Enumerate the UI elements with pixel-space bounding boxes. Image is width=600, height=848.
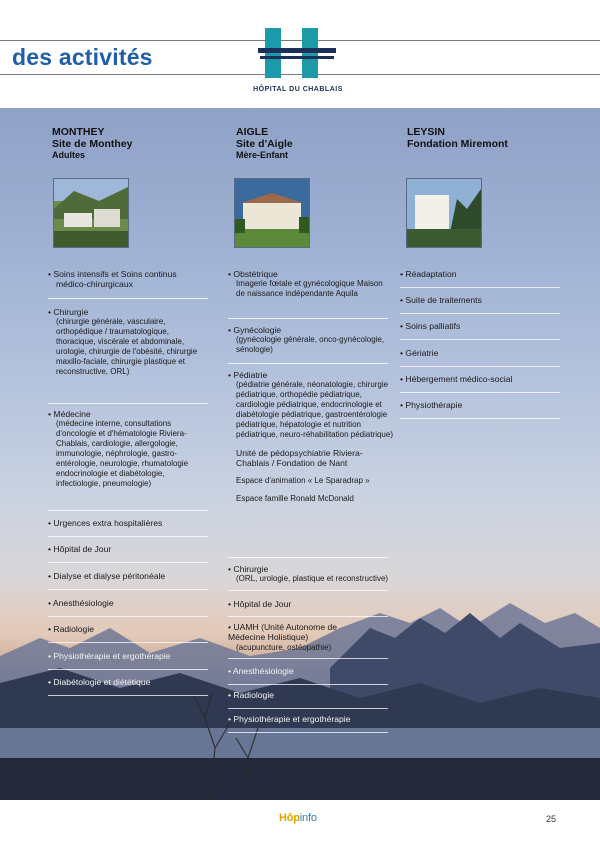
divider	[48, 642, 208, 643]
item-label: Soins palliatifs	[405, 321, 461, 331]
site-monthey-name: Site de Monthey	[52, 138, 133, 150]
brand-part-a: Hôp	[279, 812, 300, 824]
divider	[228, 708, 388, 709]
list-item: • Gériatrie	[400, 348, 439, 358]
item-detail: (acupuncture, ostéopathie)	[236, 642, 332, 652]
site-aigle-subtitle: Mère-Enfant	[236, 150, 289, 160]
list-item: • Chirurgie (ORL, urologie, plastique et reconstructive)	[228, 564, 398, 584]
divider	[48, 536, 208, 537]
list-item: • Obstétrique Imagerie fœtale et gynécologique Maison de naissance indépendante Aquila	[228, 269, 392, 299]
divider	[400, 392, 560, 393]
divider	[400, 339, 560, 340]
item-label: Médecine	[53, 409, 91, 419]
divider	[228, 363, 388, 364]
divider	[400, 418, 560, 419]
column-aigle	[236, 126, 293, 161]
item-label: Chirurgie	[53, 307, 89, 317]
activities-panel	[0, 108, 600, 800]
list-item: • Médecine (médecine interne, consultations d'oncologie et d'hématologie Riviera-Chablais, cardiologie, allergologie, immunologie, néphrologie, gastro-entérologie, neurologie, rhumatologie endocrinologie et diabétologie, infectiologie, pneumologie)	[48, 409, 208, 489]
list-item: • Hôpital de Jour	[228, 599, 292, 609]
list-item: • Suite de traitements	[400, 295, 482, 305]
item-label: Diabétologie et diététique	[53, 677, 151, 687]
list-item: • Soins intensifs et Soins continus médico-chirurgicaux	[48, 269, 177, 290]
monthey-building-photo	[53, 178, 129, 248]
item-label: Gériatrie	[405, 348, 439, 358]
divider	[48, 562, 208, 563]
item-detail: (médecine interne, consultations d'oncologie et d'hématologie Riviera-Chablais, cardiologie, allergologie, immunologie, néphrologie, gastro-entérologie, neurologie, rhumatologie endocrinologie et diabétologie, infectiologie, pneumologie)	[56, 419, 189, 489]
divider	[48, 510, 208, 511]
aigle-building-photo	[234, 178, 310, 248]
item-label: UAMH (Unité Autonome de Médecine Holistique)	[228, 622, 338, 643]
list-item: • Gynécologie (gynécologie générale, onco-gynécologie, sénologie)	[228, 325, 392, 355]
item-extra: Unité de pédopsychiatrie Riviera-Chablais / Fondation de Nant	[236, 448, 363, 469]
list-item: • Hébergement médico-social	[400, 374, 513, 384]
item-label: Hébergement médico-social	[405, 374, 513, 384]
divider	[228, 684, 388, 685]
divider	[400, 366, 560, 367]
divider	[48, 589, 208, 590]
list-item: • Dialyse et dialyse péritonéale	[48, 571, 166, 581]
list-item: • Radiologie	[48, 624, 95, 634]
divider	[228, 732, 388, 733]
divider	[48, 669, 208, 670]
item-label: Soins intensifs et Soins continus	[53, 269, 177, 279]
item-label: Obstétrique	[233, 269, 278, 279]
brand-part-b: info	[299, 812, 317, 824]
site-leysin-name: Fondation Miremont	[407, 138, 508, 150]
item-label: Suite de traitements	[405, 295, 482, 305]
list-item: • Soins palliatifs	[400, 321, 461, 331]
list-item: • Physiothérapie	[400, 400, 463, 410]
divider	[228, 616, 388, 617]
list-item: • Physiothérapie et ergothérapie	[228, 714, 351, 724]
divider	[48, 298, 208, 299]
site-aigle-heading: AIGLE	[236, 126, 269, 138]
hopinfo-brand	[279, 812, 317, 824]
divider	[48, 616, 208, 617]
item-label: Réadaptation	[405, 269, 457, 279]
item-label: Chirurgie	[233, 564, 269, 574]
logo-text: HÔPITAL DU CHABLAIS	[253, 86, 343, 93]
item-detail: (pédiatrie générale, néonatologie, chirurgie pédiatrique, orthopédie pédiatrique, cardiologie pédiatrique, endocrinologie et diabétologie pédiatrique, gastroentérologie pédiatrique, hépatologie et nutrition pédiatrique, neuro-réhabilitation pédiatrique)	[236, 380, 393, 440]
footer	[0, 800, 600, 848]
list-item: • Pédiatrie (pédiatrie générale, néonatologie, chirurgie pédiatrique, orthopédie pédiatrique, cardiologie pédiatrique, endocrinologie et diabétologie pédiatrique, gastroentérologie pédiatrique, hépatologie et nutrition pédiatrique, neuro-réhabilitation pédiatrique) Unité de pédopsychiatrie Riviera-Chablais / Fondation de Nant Espace d'animation « Le Sparadrap » Espace famille Ronald McDonald	[228, 370, 396, 504]
item-label: Dialyse et dialyse péritonéale	[53, 571, 166, 581]
divider	[48, 403, 208, 404]
leysin-building-photo	[406, 178, 482, 248]
site-monthey-heading: MONTHEY	[52, 126, 105, 138]
divider	[228, 590, 388, 591]
column-leysin	[407, 126, 508, 150]
item-detail: Imagerie fœtale et gynécologique Maison de naissance indépendante Aquila	[236, 279, 383, 299]
item-label: Urgences extra hospitalières	[53, 518, 163, 528]
list-item: • Physiothérapie et ergothérapie	[48, 651, 171, 661]
item-label: Gynécologie	[233, 325, 282, 335]
item-label: Physiothérapie et ergothérapie	[233, 714, 351, 724]
page-number: 25	[546, 814, 557, 824]
item-extra: Espace d'animation « Le Sparadrap »	[236, 476, 370, 486]
item-label: Anesthésiologie	[52, 598, 114, 608]
list-item: • Réadaptation	[400, 269, 457, 279]
list-item: • Hôpital de Jour	[48, 544, 112, 554]
item-label: Radiologie	[53, 624, 95, 634]
item-label: Hôpital de Jour	[53, 544, 112, 554]
item-detail: (chirurgie générale, vasculaire, orthopédique / traumatologique, thoracique, viscérale et abdominale, urologie, chirurgie de l'obésité, chirurgie maxillo-faciale, chirurgie plastique et reconstructive, ORL)	[56, 317, 198, 377]
list-item: • Radiologie	[228, 690, 275, 700]
item-extra: Espace famille Ronald McDonald	[236, 494, 354, 504]
item-label: Pédiatrie	[233, 370, 268, 380]
item-label: Physiothérapie	[405, 400, 463, 410]
list-item: • Anesthésiologie	[48, 598, 114, 608]
list-item: • Chirurgie (chirurgie générale, vasculaire, orthopédique / traumatologique, thoracique, viscérale et abdominale, urologie, chirurgie de l'obésité, chirurgie maxillo-faciale, chirurgie plastique et reconstructive, ORL)	[48, 307, 208, 377]
site-aigle-name: Site d'Aigle	[236, 138, 293, 150]
item-detail: médico-chirurgicaux	[56, 279, 133, 290]
divider	[48, 695, 208, 696]
divider	[228, 557, 388, 558]
list-item: • Diabétologie et diététique	[48, 677, 151, 687]
item-label: Anesthésiologie	[232, 666, 294, 676]
list-item: • UAMH (Unité Autonome de Médecine Holistique) (acupuncture, ostéopathie)	[228, 622, 368, 653]
column-monthey	[52, 126, 133, 161]
item-label: Hôpital de Jour	[233, 599, 292, 609]
list-item: • Anesthésiologie	[228, 666, 294, 676]
divider	[400, 287, 560, 288]
list-item: • Urgences extra hospitalières	[48, 518, 163, 528]
item-detail: (gynécologie générale, onco-gynécologie, sénologie)	[236, 335, 385, 355]
divider	[400, 313, 560, 314]
site-leysin-heading: LEYSIN	[407, 126, 445, 138]
item-label: Radiologie	[233, 690, 275, 700]
site-monthey-subtitle: Adultes	[52, 150, 86, 160]
divider	[228, 318, 388, 319]
item-label: Physiothérapie et ergothérapie	[53, 651, 171, 661]
divider	[228, 658, 388, 659]
page-title: des activités	[12, 44, 153, 70]
item-detail: (ORL, urologie, plastique et reconstructive)	[236, 574, 389, 584]
